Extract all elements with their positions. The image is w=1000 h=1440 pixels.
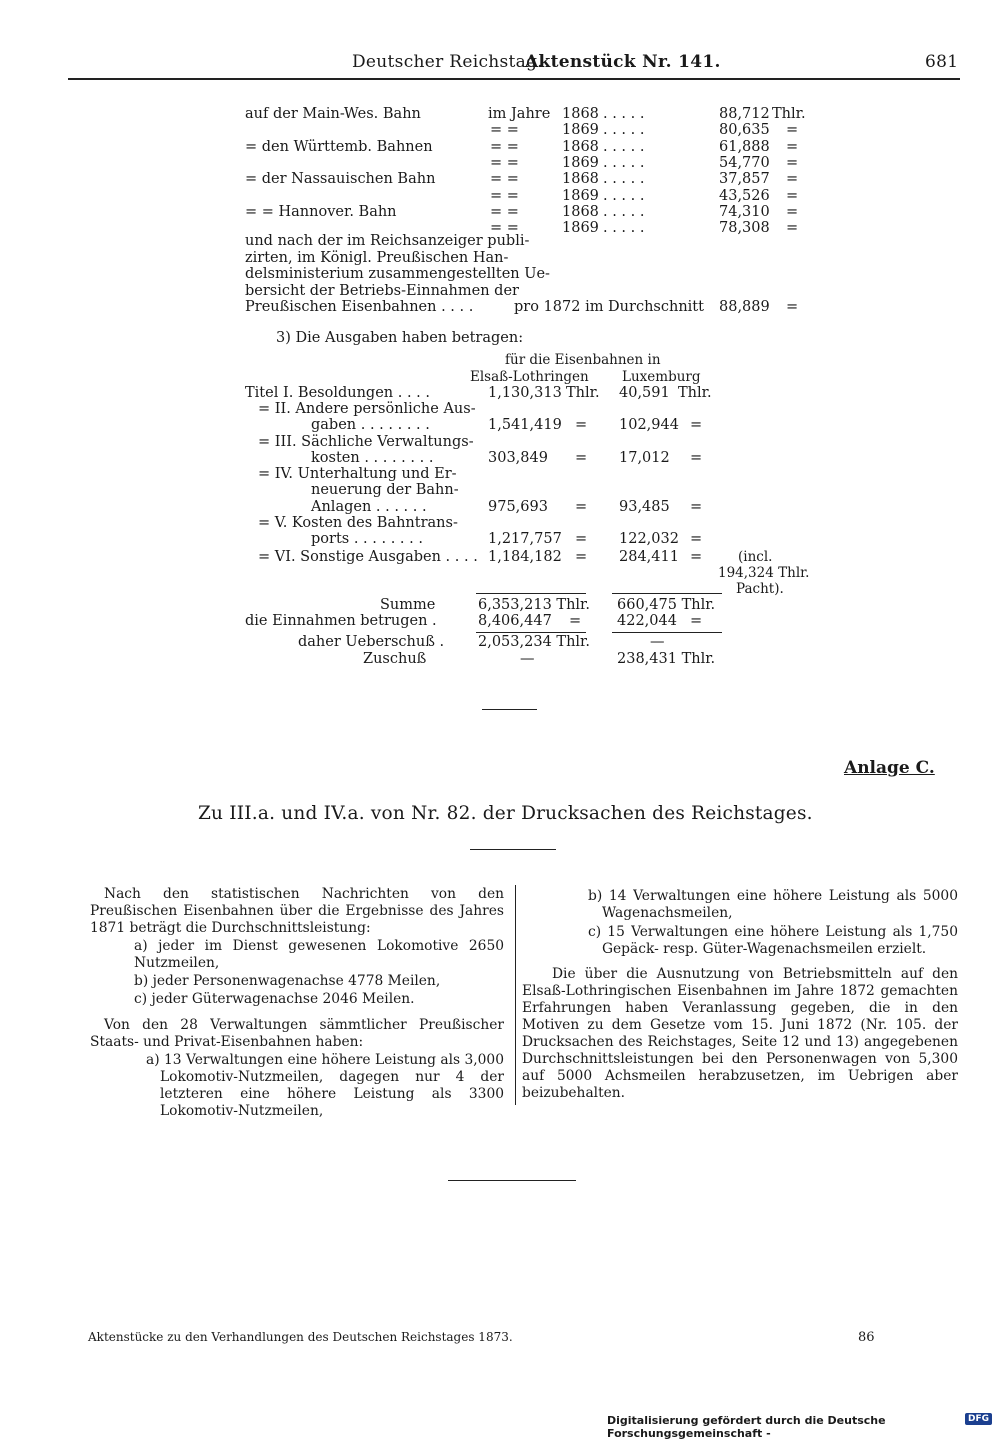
expense-luxembourg-unit: = <box>690 549 703 565</box>
page-number: 681 <box>925 52 959 72</box>
revenue-year: 1869 <box>562 187 599 204</box>
expense-luxembourg-unit: Thlr. <box>678 385 712 401</box>
expense-luxembourg: 122,032 <box>619 531 679 548</box>
revenue-value: 43,526 <box>719 187 770 204</box>
prussian-suffix: pro 1872 im Durchschnitt <box>514 299 704 315</box>
einnahmen-label: die Einnahmen betrugen . <box>245 613 437 629</box>
summe-label: Summe <box>380 597 436 613</box>
document-reference: Aktenstück Nr. 141. <box>525 52 721 72</box>
revenue-railway: = = Hannover. Bahn <box>245 203 397 220</box>
einnahmen-luxembourg-unit: = <box>690 613 703 629</box>
revenue-dots: . . . . . <box>603 106 645 122</box>
revenue-period-label: = = <box>490 122 519 139</box>
revenue-value: 37,857 <box>719 171 770 188</box>
expense-title-line: = III. Sächliche Verwaltungs- <box>258 434 474 450</box>
revenue-railway: auf der Main-Wes. Bahn <box>245 106 421 122</box>
revenue-unit: = <box>786 138 799 155</box>
diff-rule-b <box>612 632 722 633</box>
zuschuss-label: Zuschuß <box>363 651 427 667</box>
column-divider <box>515 885 516 1105</box>
expense-title-line: kosten . . . . . . . . <box>311 450 434 467</box>
expense-luxembourg-unit: = <box>690 450 703 467</box>
expense-luxembourg: 40,591 <box>619 385 670 401</box>
revenue-year: 1869 <box>562 220 599 237</box>
anlage-label: Anlage C. <box>844 758 935 778</box>
expenses-intro: 3) Die Ausgaben haben betragen: <box>276 330 524 346</box>
prussian-unit: = <box>786 299 799 315</box>
revenue-value: 74,310 <box>719 203 770 220</box>
revenue-unit: = <box>786 203 799 220</box>
footer-sheet-number: 86 <box>858 1330 875 1345</box>
expense-note-3: Pacht). <box>736 581 784 597</box>
revenue-dots: . . . . . <box>603 122 645 139</box>
revenue-railway: = den Württemb. Bahnen <box>245 138 433 155</box>
footer-publication: Aktenstücke zu den Verhandlungen des Deutschen Reichstages 1873. <box>88 1330 513 1344</box>
revenue-dots: . . . . . <box>603 171 645 188</box>
revenue-period-label: = = <box>490 171 519 188</box>
expense-note-1: (incl. <box>738 549 773 565</box>
expense-alsace: 1,217,757 <box>488 531 562 548</box>
header-rule <box>68 78 960 80</box>
prussian-line: bersicht der Betriebs-Einnahmen der <box>245 282 519 299</box>
revenue-dots: . . . . . <box>603 187 645 204</box>
right-para: Die über die Ausnutzung von Betriebsmitteln auf den Elsaß-Lothringischen Eisenbahnen im Jahre 1872 gemachten Erfahrungen haben Veranlassung gegeben, die in den Motiven zu dem Gesetze vom 15. Juni 1872 (Nr. 105. der Drucksachen des Reichstages, Seite 12 und 13) angegebenen Durchschnittsleistungen bei den Personenwagen von 5,300 auf 5000 Achsmeilen herabzusetzen, im Uebrigen aber beizubehalten. <box>522 966 958 1101</box>
prussian-line: und nach der im Reichsanzeiger publi- <box>245 233 530 249</box>
revenue-unit: = <box>786 171 799 188</box>
expense-alsace: 975,693 <box>488 498 548 515</box>
expense-luxembourg-unit: = <box>690 498 703 515</box>
zuschuss-alsace: — <box>520 651 535 667</box>
title-rule <box>470 849 556 850</box>
left-para2: Von den 28 Verwaltungen sämmtlicher Preußischer Staats- und Privat-Eisenbahnen haben: <box>90 1017 504 1050</box>
expense-title-line: Titel I. Besoldungen . . . . <box>245 385 430 401</box>
revenue-dots: . . . . . <box>603 138 645 155</box>
revenue-value: 54,770 <box>719 154 770 171</box>
expense-title-line: = II. Andere persönliche Aus- <box>258 401 476 417</box>
revenue-year: 1869 <box>562 122 599 139</box>
expense-alsace-unit: = <box>575 417 588 434</box>
expense-luxembourg: 102,944 <box>619 417 679 434</box>
dfg-notice: Digitalisierung gefördert durch die Deutsche Forschungsgemeinschaft - <box>607 1414 886 1440</box>
revenue-dots: . . . . . <box>603 220 645 237</box>
ueberschuss-alsace: 2,053,234 Thlr. <box>478 634 590 650</box>
revenue-railway: = der Nassauischen Bahn <box>245 171 436 188</box>
revenue-value: 88,712 <box>719 106 770 122</box>
expense-alsace-unit: = <box>575 450 588 467</box>
left-item-c: c) jeder Güterwagenachse 2046 Meilen. <box>134 991 415 1007</box>
expense-luxembourg: 284,411 <box>619 549 679 565</box>
diff-rule-a <box>476 632 586 633</box>
ueberschuss-label: daher Ueberschuß . <box>298 634 445 650</box>
expense-title-line: = VI. Sonstige Ausgaben . . . . <box>258 549 478 565</box>
expense-luxembourg: 93,485 <box>619 498 670 515</box>
expense-alsace: 1,184,182 <box>488 549 562 565</box>
expense-alsace-unit: = <box>575 498 588 515</box>
revenue-period-label: im Jahre <box>488 106 551 122</box>
revenue-year: 1869 <box>562 154 599 171</box>
revenue-unit: = <box>786 122 799 139</box>
revenue-unit: = <box>786 220 799 237</box>
einnahmen-alsace-unit: = <box>569 613 582 629</box>
expense-title-line: neuerung der Bahn- <box>311 482 459 499</box>
revenue-year: 1868 <box>562 171 599 188</box>
running-title: Deutscher Reichstag. <box>352 52 543 72</box>
right-item-c: c) 15 Verwaltungen eine höhere Leistung als 1,750 Gepäck- resp. Güter-Wagenachsmeilen erzielt. <box>588 924 958 957</box>
column-head-luxembourg: Luxemburg <box>622 369 701 385</box>
expense-title-line: = IV. Unterhaltung und Er- <box>258 466 457 482</box>
ueberschuss-luxembourg: — <box>650 634 665 650</box>
revenue-unit: = <box>786 154 799 171</box>
revenue-value: 78,308 <box>719 220 770 237</box>
expense-alsace: 1,541,419 <box>488 417 562 434</box>
revenue-year: 1868 <box>562 203 599 220</box>
left-item-b: b) jeder Personenwagenachse 4778 Meilen, <box>134 973 441 989</box>
revenue-period-label: = = <box>490 187 519 204</box>
revenue-value: 61,888 <box>719 138 770 155</box>
left-item-a2: a) 13 Verwaltungen eine höhere Leistung als 3,000 Lokomotiv-Nutzmeilen, dagegen nur 4 der letzteren eine höhere Leistung als 3300 Lokomotiv-Nutzmeilen, <box>146 1052 504 1119</box>
section-divider <box>482 709 537 710</box>
revenue-unit: = <box>786 187 799 204</box>
right-item-b: b) 14 Verwaltungen eine höhere Leistung als 5000 Wagenachsmeilen, <box>588 888 958 921</box>
prussian-line: zirten, im Königl. Preußischen Han- <box>245 249 509 266</box>
revenue-year: 1868 <box>562 106 599 122</box>
zuschuss-luxembourg: 238,431 Thlr. <box>617 651 716 667</box>
revenue-period-label: = = <box>490 220 519 237</box>
left-intro: Nach den statistischen Nachrichten von den Preußischen Eisenbahnen über die Ergebnisse des Jahres 1871 beträgt die Durchschnittsleistung: <box>90 886 504 936</box>
total-rule-a <box>476 593 586 594</box>
expense-alsace-unit: = <box>575 531 588 548</box>
expense-note-2: 194,324 Thlr. <box>718 565 810 581</box>
expense-luxembourg: 17,012 <box>619 450 670 467</box>
column-head-top: für die Eisenbahnen in <box>505 352 661 368</box>
expense-title-line: Anlagen . . . . . . <box>311 498 427 515</box>
prussian-value: 88,889 <box>719 299 770 315</box>
column-head-alsace: Elsaß-Lothringen <box>470 369 589 385</box>
revenue-period-label: = = <box>490 138 519 155</box>
expense-alsace: 303,849 <box>488 450 548 467</box>
revenue-year: 1868 <box>562 138 599 155</box>
revenue-value: 80,635 <box>719 122 770 139</box>
dfg-logo: DFG <box>965 1413 992 1425</box>
prussian-line: Preußischen Eisenbahnen . . . . <box>245 299 474 315</box>
expense-title-line: ports . . . . . . . . <box>311 531 423 548</box>
revenue-dots: . . . . . <box>603 203 645 220</box>
total-rule-b <box>612 593 722 594</box>
revenue-unit: Thlr. <box>772 106 806 122</box>
revenue-dots: . . . . . <box>603 154 645 171</box>
expense-luxembourg-unit: = <box>690 417 703 434</box>
revenue-period-label: = = <box>490 154 519 171</box>
expense-luxembourg-unit: = <box>690 531 703 548</box>
expense-title-line: gaben . . . . . . . . <box>311 417 430 434</box>
revenue-period-label: = = <box>490 203 519 220</box>
prussian-line: delsministerium zusammengestellten Ue- <box>245 266 550 282</box>
summe-alsace: 6,353,213 Thlr. <box>478 597 590 613</box>
expense-title-line: = V. Kosten des Bahntrans- <box>258 515 458 531</box>
einnahmen-alsace: 8,406,447 <box>478 613 552 629</box>
einnahmen-luxembourg: 422,044 <box>617 613 677 629</box>
anlage-title: Zu III.a. und IV.a. von Nr. 82. der Drucksachen des Reichstages. <box>198 803 813 824</box>
expense-alsace-unit: = <box>575 549 588 565</box>
expense-alsace-unit: Thlr. <box>566 385 600 401</box>
left-item-a: a) jeder im Dienst gewesenen Lokomotive 2650 Nutzmeilen, <box>134 938 504 971</box>
expense-alsace: 1,130,313 <box>488 385 562 401</box>
end-rule <box>448 1180 576 1181</box>
summe-luxembourg: 660,475 Thlr. <box>617 597 716 613</box>
